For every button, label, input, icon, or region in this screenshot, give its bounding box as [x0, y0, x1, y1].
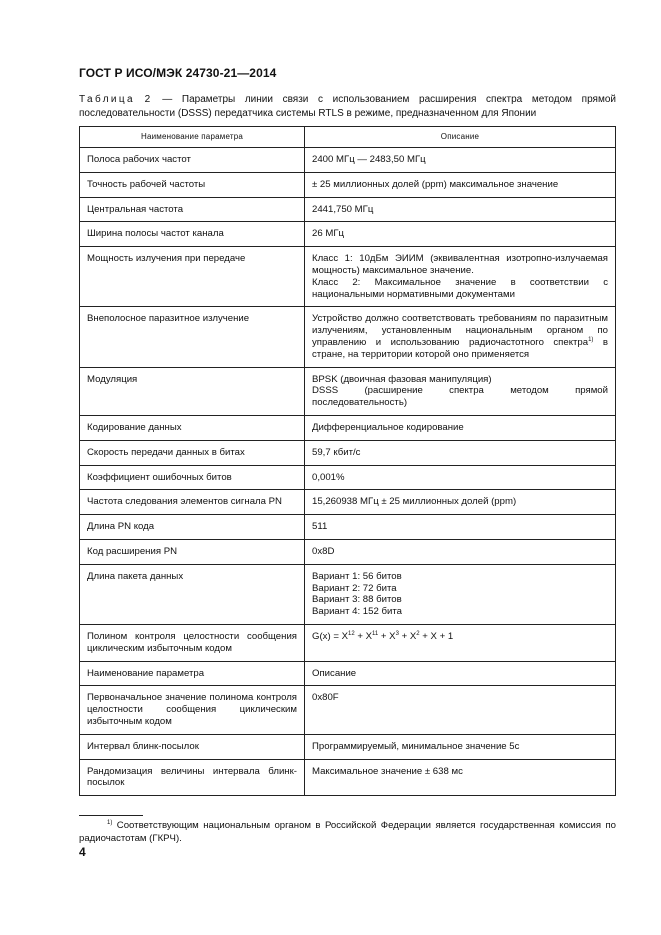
table-row [80, 367, 616, 415]
param-name: Кодирование данных [80, 415, 305, 440]
param-desc [305, 564, 616, 624]
table-row [80, 247, 616, 307]
document-id-header: ГОСТ Р ИСО/МЭК 24730-21—2014 [79, 66, 277, 80]
table-row [80, 515, 616, 540]
param-name: Длина PN кода [80, 515, 305, 540]
param-name: Длина пакета данных [80, 564, 305, 624]
caption-number: 2 [144, 94, 153, 105]
param-desc [305, 367, 616, 415]
param-name: Первоначальное значение полинома контроля целостности сообщения циклическим избыточным кодом [80, 686, 305, 734]
desc-line: Вариант 1: 56 битов [312, 570, 402, 582]
param-name: Полином контроля целостности сообщения циклическим избыточным кодом [80, 624, 305, 661]
table-row [80, 490, 616, 515]
param-desc: Программируемый, минимальное значение 5с [305, 734, 616, 759]
param-desc: Максимальное значение ± 638 мс [305, 759, 616, 796]
desc-text: Устройство должно соответствовать требованиям по паразитным излучениям, установленным национальным органом по управлению и использованию радиочастотного спектра [312, 313, 608, 348]
param-desc: 59,7 кбит/с [305, 440, 616, 465]
table-row [80, 415, 616, 440]
table-row [80, 564, 616, 624]
footnote [79, 819, 616, 845]
parameters-table [79, 126, 616, 796]
crc-polynomial: $G(x) = X^{12} + X^{11} + X^3 + X^2 + X + 1$ [305, 624, 616, 661]
desc-line: DSSS (расширение спектра методом прямой последовательность) [312, 385, 608, 409]
header-parameter-name: Наименование параметра [80, 127, 305, 148]
param-desc: 2400 МГц — 2483,50 МГц [305, 148, 616, 173]
param-name: Ширина полосы частот канала [80, 222, 305, 247]
header-description: Описание [305, 127, 616, 148]
param-name: Точность рабочей частоты [80, 172, 305, 197]
param-name: Коэффициент ошибочных битов [80, 465, 305, 490]
desc-line: Класс 2: Максимальное значение в соответствии с национальными нормативными документами [312, 276, 608, 300]
param-desc: Описание [305, 661, 616, 686]
table-row [80, 624, 616, 661]
param-desc: 2441,750 МГц [305, 197, 616, 222]
param-name: Мощность излучения при передаче [80, 247, 305, 307]
caption-label: Таблица [79, 94, 136, 105]
param-name: Внеполосное паразитное излучение [80, 307, 305, 367]
param-desc: Дифференциальное кодирование [305, 415, 616, 440]
table-header-row [80, 127, 616, 148]
caption-text: — Параметры линии связи с использованием расширения спектра методом прямой последовательности (DSSS) передатчика системы RTLS в режиме, предназначенном для Японии [79, 94, 616, 119]
param-desc: 26 МГц [305, 222, 616, 247]
footnote-text: Соответствующим национальным органом в Российской Федерации является государственная комиссия по радиочастотам (ГКРЧ). [79, 820, 616, 844]
footnote-marker: 1) [107, 820, 113, 826]
param-name: Частота следования элементов сигнала PN [80, 490, 305, 515]
desc-line: Вариант 4: 152 бита [312, 606, 402, 618]
table-row [80, 222, 616, 247]
table-row [80, 539, 616, 564]
param-name: Код расширения PN [80, 539, 305, 564]
param-name: Интервал блинк-посылок [80, 734, 305, 759]
table-row [80, 197, 616, 222]
table-row [80, 307, 616, 367]
param-desc: 15,260938 МГц ± 25 миллионных долей (ppm) [305, 490, 616, 515]
desc-line: Вариант 2: 72 бита [312, 582, 397, 594]
param-name: Скорость передачи данных в битах [80, 440, 305, 465]
param-desc: 0x80F [305, 686, 616, 734]
param-desc: 0,001% [305, 465, 616, 490]
table-row [80, 686, 616, 734]
desc-text: в стране, на территории которой оно применяется [312, 336, 608, 360]
param-desc: ± 25 миллионных долей (ppm) максимальное значение [305, 172, 616, 197]
page-number: 4 [79, 845, 86, 859]
param-name: Модуляция [80, 367, 305, 415]
table-row [80, 661, 616, 686]
param-desc [305, 307, 616, 367]
desc-line: BPSK (двоичная фазовая манипуляция) [312, 373, 492, 385]
param-name: Наименование параметра [80, 661, 305, 686]
footnote-divider [79, 815, 143, 816]
param-desc: 0x8D [305, 539, 616, 564]
param-name: Полоса рабочих частот [80, 148, 305, 173]
table-row [80, 734, 616, 759]
desc-line: Класс 1: 10дБм ЭИИМ (эквивалентная изотропно-излучаемая мощность) максимальное значение. [312, 253, 608, 276]
param-name: Центральная частота [80, 197, 305, 222]
table-row [80, 440, 616, 465]
table-row [80, 172, 616, 197]
table-caption [79, 93, 616, 121]
param-desc: 511 [305, 515, 616, 540]
param-desc [305, 247, 616, 307]
table-row [80, 759, 616, 796]
param-name: Рандомизация величины интервала блинк-посылок [80, 759, 305, 796]
desc-line: Вариант 3: 88 битов [312, 594, 402, 606]
table-row [80, 148, 616, 173]
table-row [80, 465, 616, 490]
footnote-reference: 1) [588, 336, 594, 343]
